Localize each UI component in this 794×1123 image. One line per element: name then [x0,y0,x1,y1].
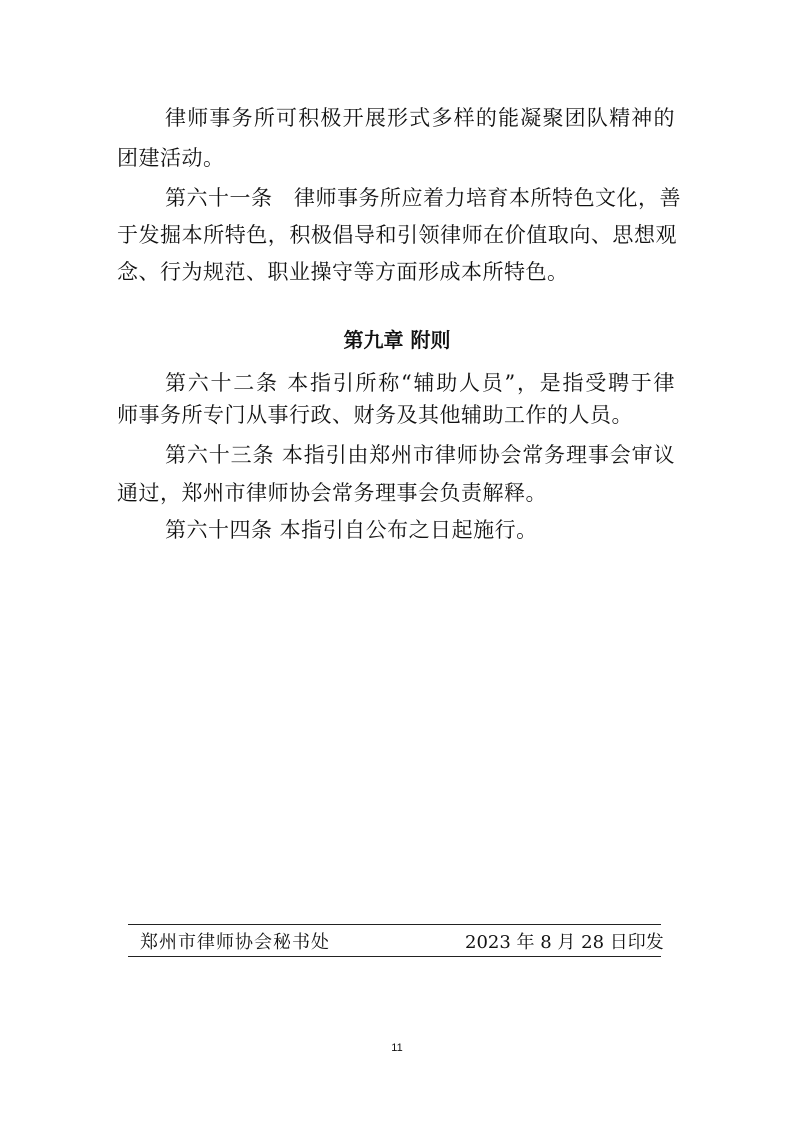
article-63-line: 第六十三条 本指引由郑州市律师协会常务理事会审议 [165,443,675,467]
article-61-line: 第六十一条 律师事务所应着力培育本所特色文化，善 [165,186,681,210]
paragraph-line: 律师事务所可积极开展形式多样的能凝聚团队精神的 [165,106,675,130]
page-number: 11 [391,1042,403,1054]
footer-top-rule [128,924,661,925]
article-61-line: 念、行为规范、职业操守等方面形成本所特色。 [117,260,569,284]
article-64-line: 第六十四条 本指引自公布之日起施行。 [165,518,538,542]
chapter-heading: 第九章 附则 [343,328,451,352]
article-61-line: 于发掘本所特色，积极倡导和引领律师在价值取向、思想观 [117,223,677,247]
paragraph-line: 团建活动。 [117,146,225,170]
article-62-line: 师事务所专门从事行政、财务及其他辅助工作的人员。 [117,403,633,427]
article-62-line: 第六十二条 本指引所称“辅助人员”，是指受聘于律 [165,371,675,395]
footer-bottom-rule [128,956,661,957]
article-63-line: 通过，郑州市律师协会常务理事会负责解释。 [117,481,547,505]
footer-date: 2023 年 8 月 28 日印发 [465,932,664,953]
footer-issuer: 郑州市律师协会秘书处 [140,932,330,953]
